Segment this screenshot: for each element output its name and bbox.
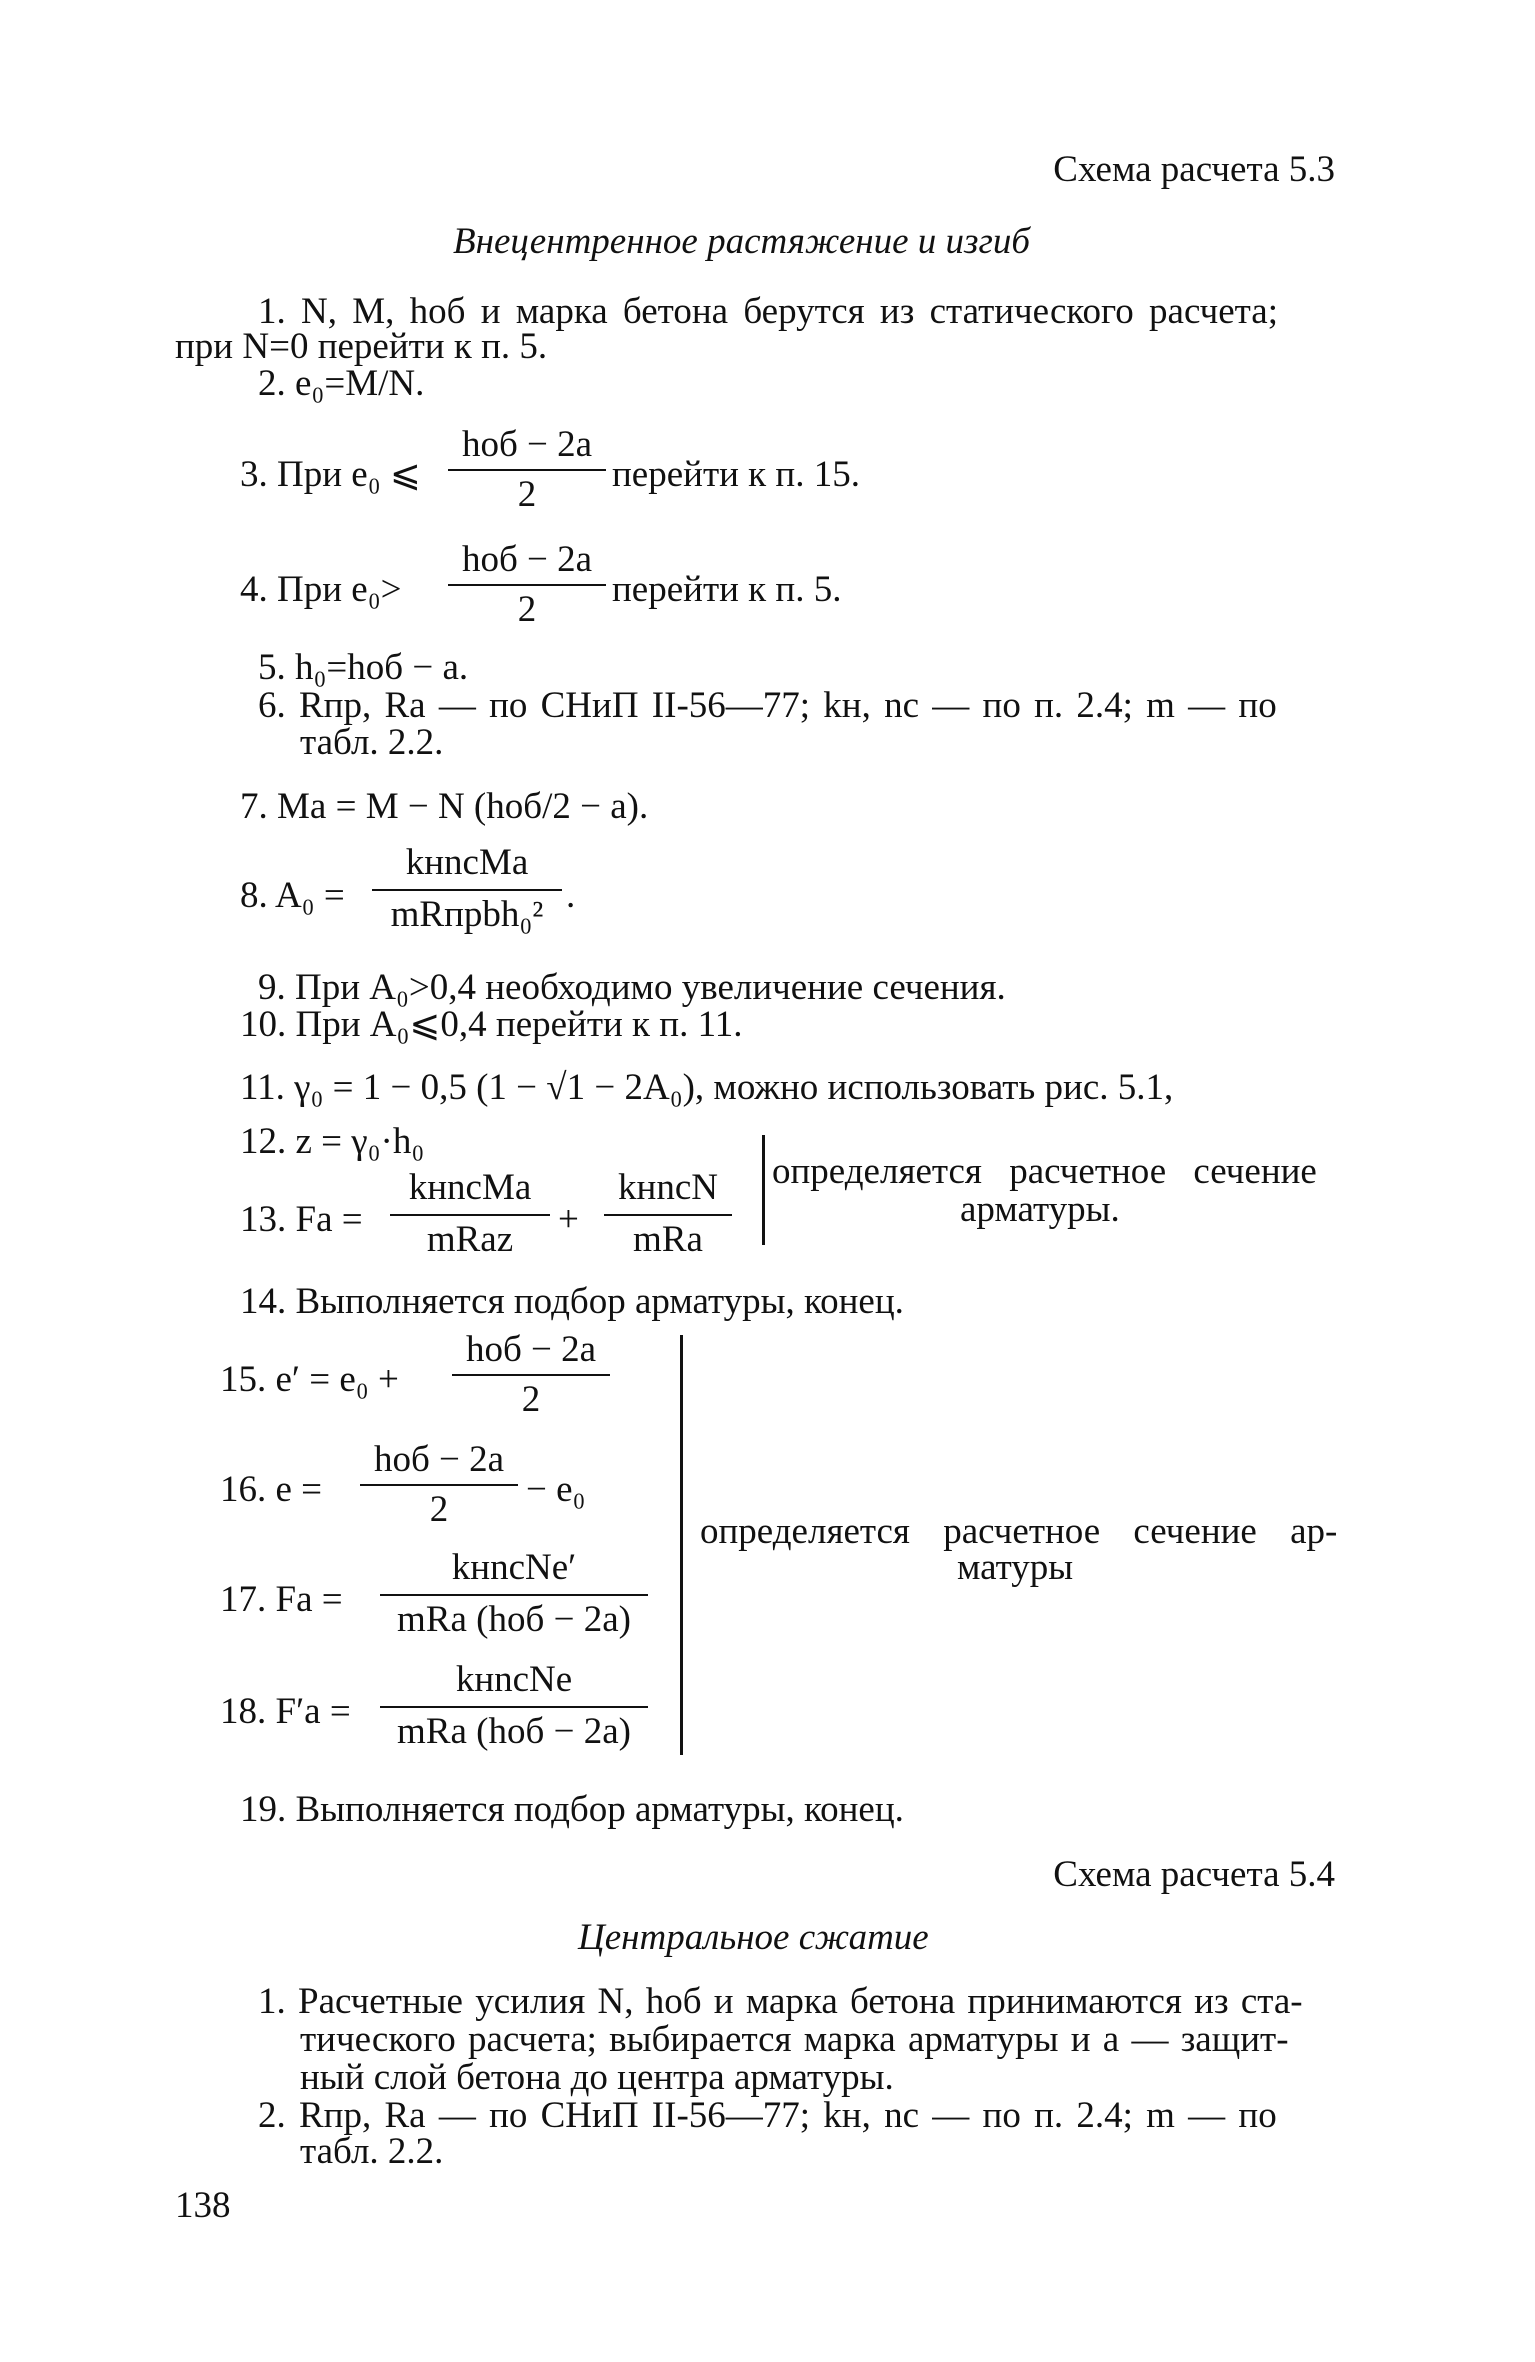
fraction-numerator: kнnсMа bbox=[408, 1167, 532, 1208]
item-2-line-1: 2. Rпр, Rа — по СНиП II-56—77; kн, nс — по п. 2.4; m — по bbox=[258, 2095, 1277, 2136]
fraction-numerator: hоб − 2a bbox=[461, 539, 593, 580]
scheme-header: Схема расчета 5.4 bbox=[1053, 1854, 1335, 1895]
item-3-suffix: перейти к п. 15. bbox=[612, 454, 860, 495]
fraction-denominator: mRа bbox=[633, 1219, 703, 1260]
fraction-bar bbox=[380, 1594, 648, 1596]
item-1-line-2: при N=0 перейти к п. 5. bbox=[175, 326, 548, 367]
item-3-prefix: 3. При e₀ ⩽ bbox=[240, 454, 421, 495]
item-1-line-1: 1. Расчетные усилия N, hоб и марка бетона принимаются из ста- bbox=[258, 1981, 1303, 2022]
item-8-suffix: . bbox=[566, 875, 576, 916]
item-8-prefix: 8. A₀ = bbox=[240, 875, 345, 916]
item-13-fraction-2 bbox=[604, 1168, 732, 1263]
fraction-numerator: kнnсNe bbox=[455, 1659, 573, 1700]
fraction-denominator: mRпрbh₀² bbox=[390, 894, 544, 935]
item-11: 11. γ₀ = 1 − 0,5 (1 − √1 − 2A₀), можно использовать рис. 5.1, bbox=[240, 1067, 1174, 1108]
fraction-numerator: kнnсN bbox=[618, 1167, 718, 1208]
brace-right bbox=[762, 1135, 765, 1245]
page-number: 138 bbox=[175, 2185, 231, 2226]
fraction-bar bbox=[604, 1214, 732, 1216]
item-12: 12. z = γ₀·h₀ bbox=[240, 1121, 425, 1162]
fraction-bar bbox=[360, 1484, 518, 1486]
brace-1-line-2: арматуры. bbox=[960, 1189, 1120, 1230]
item-7: 7. Mа = M − N (hоб/2 − a). bbox=[240, 786, 649, 827]
item-4-prefix: 4. При e₀> bbox=[240, 569, 402, 610]
fraction-numerator: hоб − 2a bbox=[373, 1439, 505, 1480]
scheme-title: Внецентренное растяжение и изгиб bbox=[453, 221, 1031, 262]
item-17-fraction bbox=[380, 1548, 648, 1643]
fraction-denominator: mRа (hоб − 2a) bbox=[397, 1599, 631, 1640]
fraction-bar bbox=[448, 469, 606, 471]
item-19: 19. Выполняется подбор арматуры, конец. bbox=[240, 1789, 904, 1830]
item-18-prefix: 18. F′а = bbox=[220, 1691, 351, 1732]
item-10: 10. При A₀⩽0,4 перейти к п. 11. bbox=[240, 1004, 743, 1045]
fraction-denominator: 2 bbox=[429, 1489, 449, 1530]
item-4-suffix: перейти к п. 5. bbox=[612, 569, 842, 610]
item-13-fraction-1 bbox=[390, 1168, 550, 1263]
item-16-fraction bbox=[360, 1440, 518, 1530]
scheme-title: Центральное сжатие bbox=[578, 1917, 929, 1958]
item-2-line-2: табл. 2.2. bbox=[300, 2131, 444, 2172]
brace-2-line-2: матуры bbox=[957, 1547, 1074, 1588]
fraction-numerator: hоб − 2a bbox=[465, 1329, 597, 1370]
fraction-denominator: 2 bbox=[521, 1379, 541, 1420]
fraction-numerator: kнnсNe′ bbox=[451, 1547, 577, 1588]
item-13-prefix: 13. Fа = bbox=[240, 1199, 363, 1240]
fraction-bar bbox=[448, 584, 606, 586]
fraction-numerator: hоб − 2a bbox=[461, 424, 593, 465]
item-1-line-3: ный слой бетона до центра арматуры. bbox=[300, 2057, 894, 2098]
item-6-line-2: табл. 2.2. bbox=[300, 722, 444, 763]
item-15-prefix: 15. e′ = e₀ + bbox=[220, 1359, 399, 1400]
item-16-suffix: − e₀ bbox=[526, 1469, 586, 1510]
item-5: 5. h₀=hоб − a. bbox=[258, 647, 469, 688]
brace-2-line-1: определяется расчетное сечение ар- bbox=[700, 1511, 1338, 1552]
item-14: 14. Выполняется подбор арматуры, конец. bbox=[240, 1281, 904, 1322]
fraction-bar bbox=[452, 1374, 610, 1376]
item-4-fraction bbox=[448, 540, 606, 630]
fraction-bar bbox=[380, 1706, 648, 1708]
fraction-bar bbox=[372, 889, 562, 891]
item-17-prefix: 17. Fа = bbox=[220, 1579, 343, 1620]
item-13-plus: + bbox=[558, 1199, 579, 1240]
brace-right bbox=[680, 1335, 683, 1755]
fraction-numerator: kнnсMа bbox=[405, 842, 529, 883]
fraction-denominator: mRаz bbox=[426, 1219, 514, 1260]
item-16-prefix: 16. e = bbox=[220, 1469, 323, 1510]
item-1-line-2: тического расчета; выбирается марка арматуры и a — защит- bbox=[300, 2019, 1289, 2060]
item-2: 2. e₀=M/N. bbox=[258, 363, 425, 404]
item-18-fraction bbox=[380, 1660, 648, 1755]
brace-1-line-1: определяется расчетное сечение bbox=[772, 1151, 1317, 1192]
item-3-fraction bbox=[448, 425, 606, 515]
fraction-denominator: mRа (hоб − 2a) bbox=[397, 1711, 631, 1752]
item-6-line-1: 6. Rпр, Rа — по СНиП II-56—77; kн, nс — по п. 2.4; m — по bbox=[258, 685, 1277, 726]
item-15-fraction bbox=[452, 1330, 610, 1420]
fraction-bar bbox=[390, 1214, 550, 1216]
fraction-denominator: 2 bbox=[517, 474, 537, 515]
item-9: 9. При A₀>0,4 необходимо увеличение сечения. bbox=[258, 967, 1006, 1008]
item-1-line-1: 1. N, M, hоб и марка бетона берутся из статического расчета; bbox=[258, 291, 1278, 332]
fraction-denominator: 2 bbox=[517, 589, 537, 630]
item-8-fraction bbox=[372, 843, 562, 943]
scheme-header: Схема расчета 5.3 bbox=[1053, 149, 1335, 190]
